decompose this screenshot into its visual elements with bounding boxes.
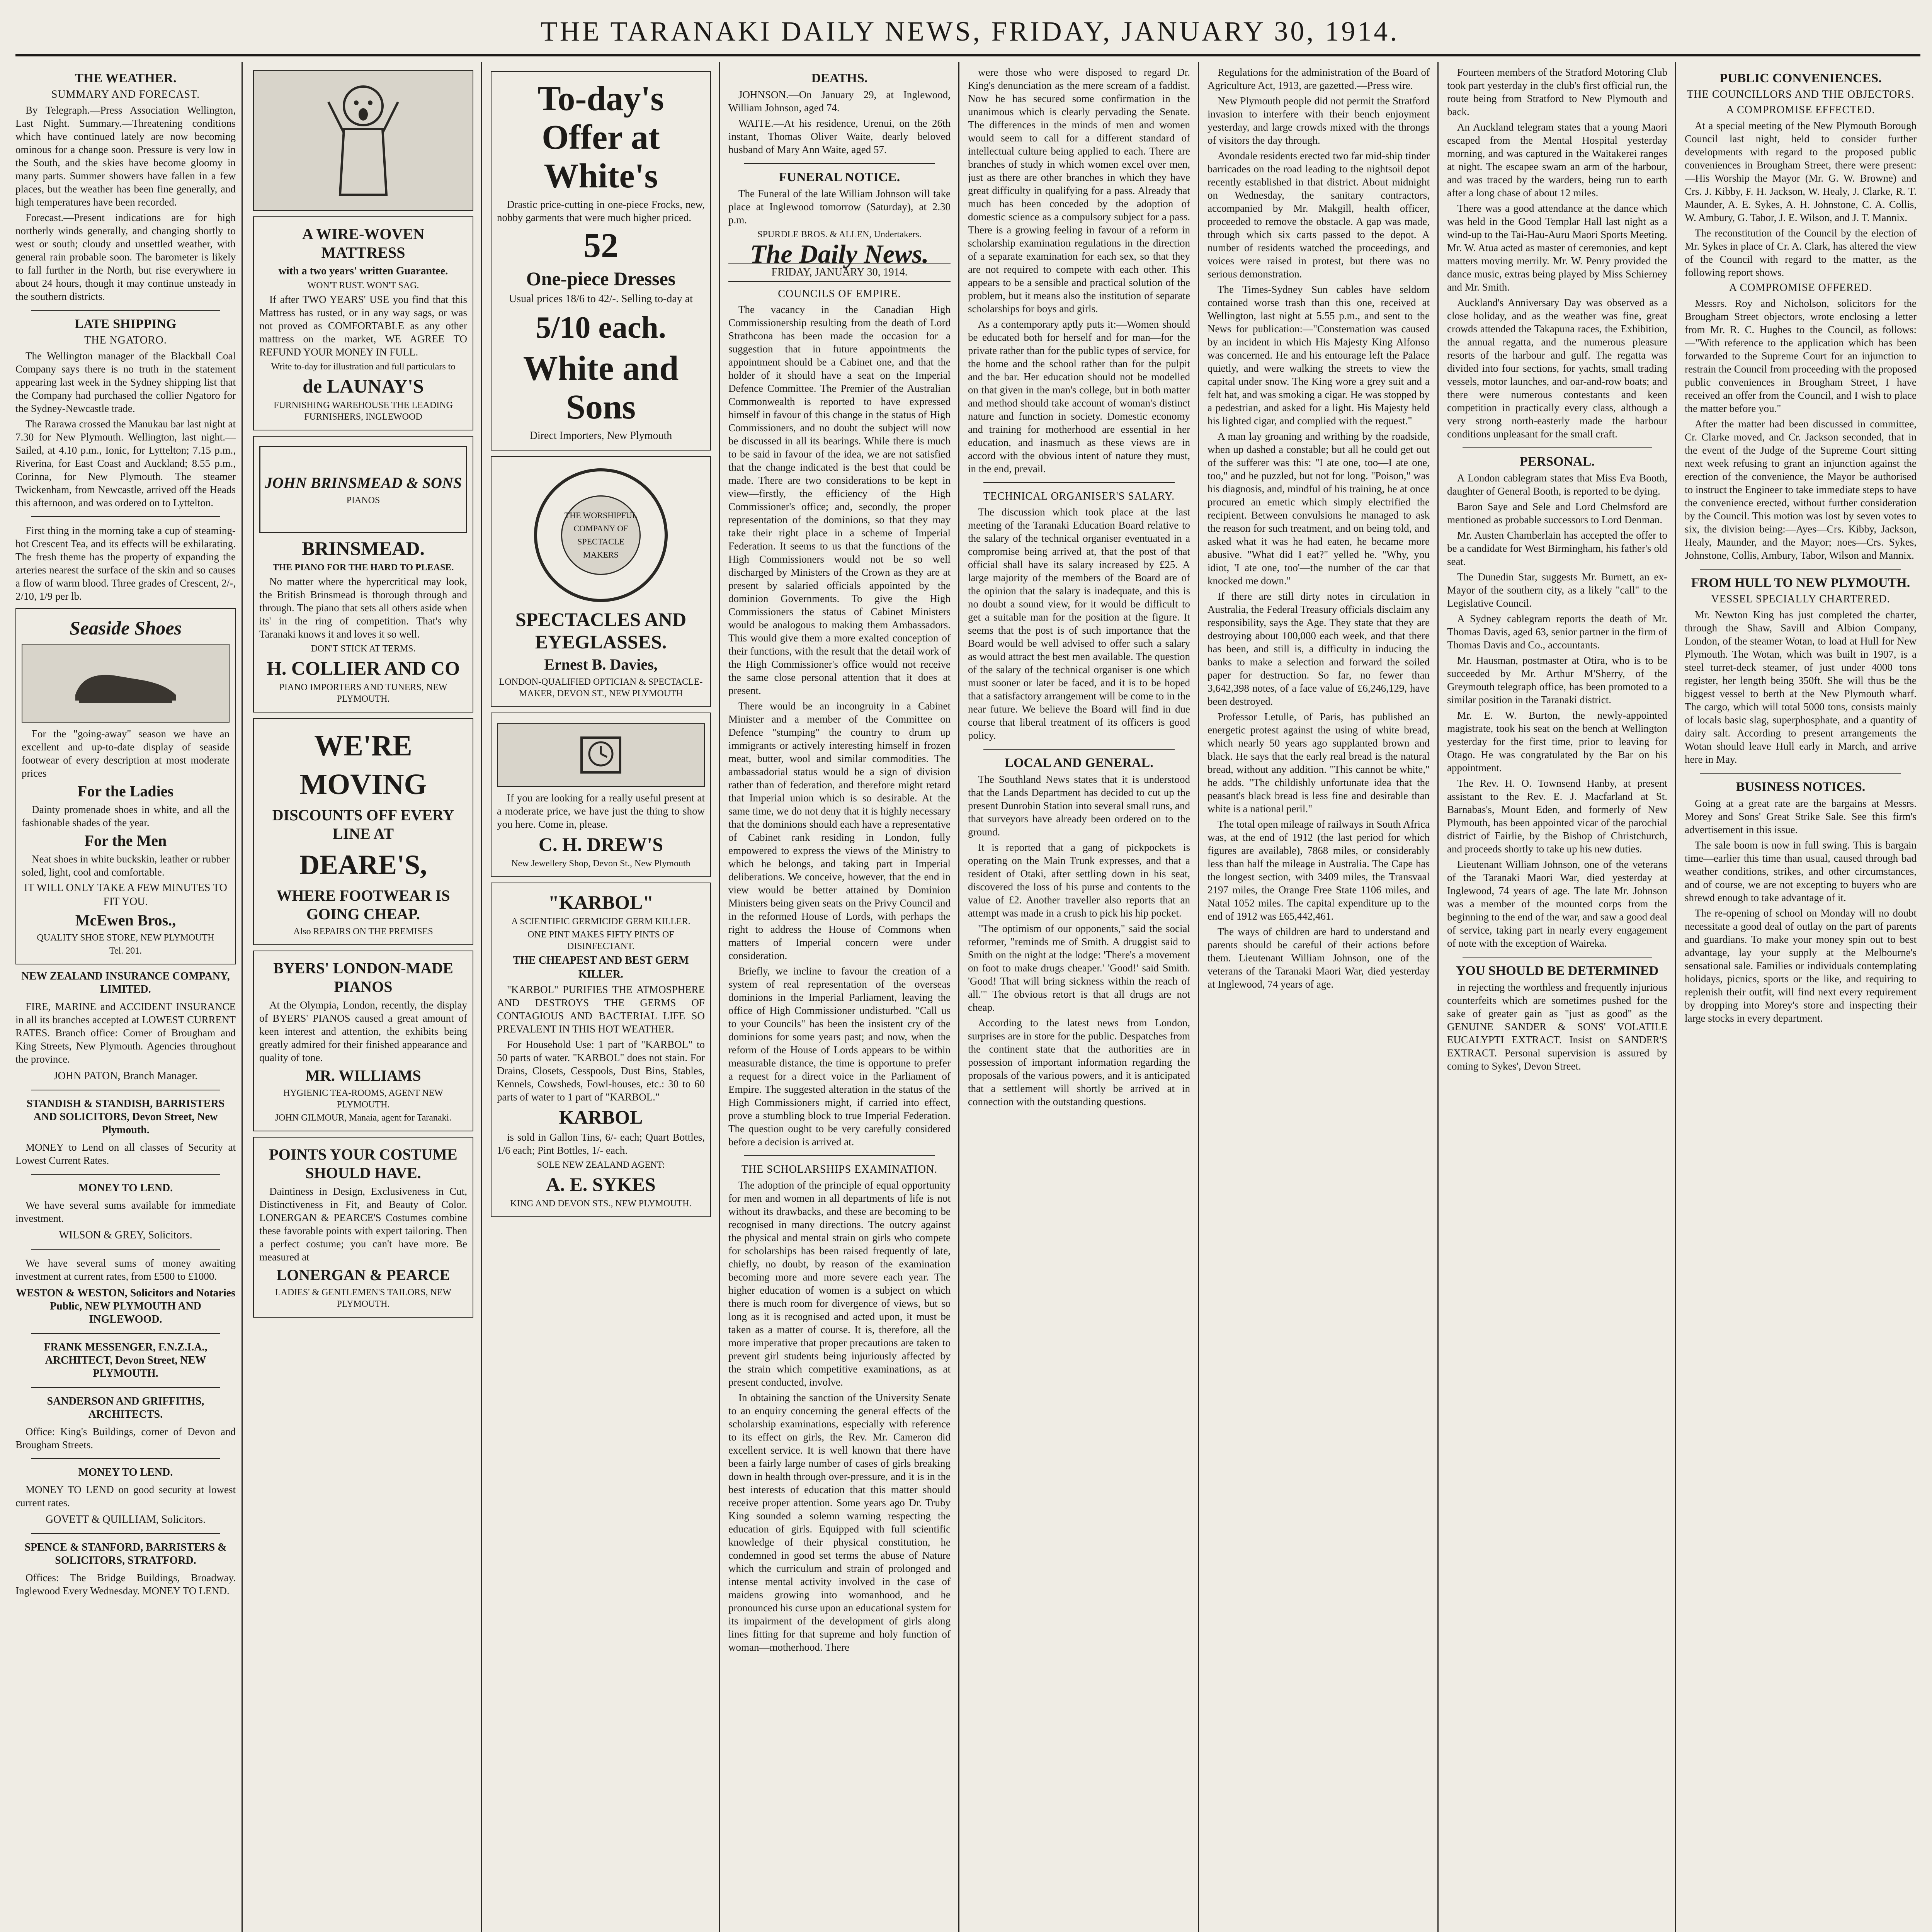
spectacles-title: SPECTACLES AND EYEGLASSES. [515,609,687,653]
mattress-guarantee: with a two years' written Guarantee. [278,265,448,277]
brinsmead-logo-text: JOHN BRINSMEAD & SONS [264,474,462,492]
men-text: Neat shoes in white buckskin, leather or rubber soled, light, cool and comfortable. [22,853,230,878]
news-item: Avondale residents erected two far mid-ship tinder barricades on the road leading to the nightsoil depot recently established in that district. About midnight on Wednesday, the sanitary contractors, accompanied by Mr. Makgill, health officer, proceeded to remove the obstacle. A gap was made, through which six carts passed to the depot. A number of residents watched the proceedings, and voices were raised in protest, but there was no serious demonstration. [1208,150,1430,280]
shipping-subheading: THE NGATORO. [84,334,167,346]
exam-continued: were those who were disposed to regard Dr. King's denunciation as the mere scream of a faddist. Now he has secured some confirmation in the unanimous which is clearly pervading the Senate. The differences in the minds of men and women would seem to call for a different standard of intellectual culture being applied to each. There are branches of study in which women excel over men, just as there are other branches in which they have great difficulty in qualifying for a pass. Already that much has been conceded by the adoption of domestic science as a compulsory subject for a pass. There is a growing feeling in favour of a reform in scholarship examination regulations in the direction of a separate examination for each sex, so that they are not required to compete with each other. This appears to be a sensible and practical solution of the problem, but it means also the institution of separate scholarships for boys and girls. [968,66,1190,315]
moving-title: WE'RE MOVING [299,730,427,801]
karbol-text: "KARBOL" PURIFIES THE ATMOSPHERE AND DESTROYS THE GERMS OF CONTAGIOUS AND BACTERIAL LIFE SO PREVALENT IN THIS HOT WEATHER. [497,984,705,1035]
byers-title: BYERS' LONDON-MADE PIANOS [273,959,453,995]
compromise-text: Messrs. Roy and Nicholson, solicitors for the Brougham Street objectors, wrote enclosing a letter from Mr. R. C. Hughes to the Council, as follows:—"With reference to the application which has been forwarded to the Supreme Court for an injunction to restrain the Council from proceeding with the proposed public conveniences in Brougham Street, I have received an offer from the Council, and I wish to place the matter before you." [1685,298,1917,414]
news-item: The ways of children are hard to understand and parents should be careful of their actions before them. Lieutenant William Johnson, one of the veterans of the Taranaki Maori War, died yesterday at Inglewood, 74 years of age. [1208,926,1430,990]
deare-ad [253,718,473,945]
business-text: Going at a great rate are the bargains at Messrs. Morey and Sons' Great Strike Sale. See this firm's advertisement in this issue. [1685,798,1917,835]
column-divider [719,62,720,1932]
govett-text: MONEY TO LEND on good security at lowest current rates. [15,1484,236,1509]
separator [983,749,1175,750]
brinsmead-pianos: PIANOS [346,495,380,505]
news-item: The total open mileage of railways in South Africa was, at the end of 1912 (the last period for which figures are available), 7868 miles, or considerably less than half the mileage in Australia. The Cape has the longest section, with 3409 miles, the Transvaal 2197 miles, the Orange Free State 1106 miles, and Natal 1052 miles. The capital expenditure up to the end of 1912 was £65,442,461. [1208,818,1430,922]
column-divider [958,62,959,1932]
offer-title: To-day's Offer at White's [537,80,664,195]
mcewen-store: QUALITY SHOE STORE, NEW PLYMOUTH [37,933,214,943]
local-text-2: It is reported that a gang of pickpockets is operating on the Main Trunk expresses, and that a resident of Otaki, after settling down in his seat, discovered the loss of his purse and contents to the value of £2. Another traveller also reports that an attempt was made in a crush to pick his hip pocket. [968,842,1190,919]
spectacles-ad [491,456,711,707]
public-subheading: THE COUNCILLORS AND THE OBJECTORS. [1687,88,1915,100]
whites-name: White and Sons [523,349,679,426]
news-item: Auckland's Anniversary Day was observed as a close holiday, and as the weather was fine, great crowds attended the Takapuna races, the Exhibition, the annual regatta, and the numerous pleasure resorts of the harbour and gulf. The regatta was divided into four sections, for yachts, small trading vessels, motor launches, and oar-and-row boats; and there were numerous contestants and keen competition in practically every class, although a very strong north-easterly made the harbour conditions unpleasant for the small craft. [1447,297,1667,440]
shipping-text: The Wellington manager of the Blackball Coal Company says there is no truth in the statement appearing last week in the Sydney shipping list that the Company had purchased the collier Ngatoro for the Sydney-Newcastle trade. [15,350,236,414]
davies-sub: LONDON-QUALIFIED OPTICIAN & SPECTACLE-MAKER, DEVON ST., NEW PLYMOUTH [499,677,703,699]
men-heading: For the Men [84,832,167,849]
masthead: THE TARANAKI DAILY NEWS, FRIDAY, JANUARY 30, 1914. [540,16,1400,47]
weather-heading: THE WEATHER. [75,71,177,85]
news-item: An Auckland telegram states that a young Maori escaped from the Mental Hospital yesterday morning, and was captured in the Waitakerei ranges at night. The escapee swam an arm of the harbour, and was traced by the warders, being run to earth after a long chase of about 12 miles. [1447,121,1667,199]
local-text: The Southland News states that it is understood that the Lands Department has decided to cut up the present Dunrobin Station into several small runs, and that surveyors have already been ordered on to the ground. [968,774,1190,838]
funeral-heading: FUNERAL NOTICE. [779,170,900,184]
shoe-icon [68,656,184,710]
news-item: A man lay groaning and writhing by the roadside, when up dashed a constable; but all he could get out of the sufferer was this: "I ate one, too—I ate one, too," and he puzzled, but not for long. "Poison," was his diagnosis, and, mindful of his training, he at once procured an emetic which simply electrified the recipient. Between convulsions he managed to ask the reason for such treatment, and on being told, and asked what it was he had eaten, he became more abusive. "What did I eat?" yelled he. "Why, you idiot, 'I ate one, too'—the number of the car that knocked me down." [1208,430,1430,587]
weston-notice: WESTON & WESTON, Solicitors and Notaries Public, NEW PLYMOUTH AND INGLEWOOD. [16,1287,235,1325]
councils-text: The vacancy in the Canadian High Commissionership resulting from the death of Lord Strathcona has been made the occasion for a suggestion that in future appointments the appointment should be a Cabinet one, and that the holder of it should have a seat on the Imperial Defence Committee. The Premier of the Australian Commonwealth is reported to have expressed himself in favour of this change in the status of High Commissioners, and no doubt the subject will now be discussed in all its bearings. While there is much to be said in favour of the idea, we are not satisfied that the change indicated is the best that could be made. There are two considerations to be kept in view—firstly, the efficiency of the High Commissioner's office; and, secondly, the proper representation of the dominions, so that they may take their right place in a scheme of Imperial Federation. It seems to us that the functions of the High Commissioners would not be so well discharged by Ministers of the Crown as they are at present by salaried officials appointed by the dominion Governments. To give the High Commissioners the status of Cabinet Ministers would be analogous to making them Ambassadors. This would give them a more exalted conception of their functions, with the result that the detail work of the High Commissioner's office would not receive the same close personal attention that it does at present. [728,304,951,696]
emblem-text: THE WORSHIPFUL COMPANY OF SPECTACLE MAKERS [561,495,641,575]
personal-item: Baron Saye and Sele and Lord Chelmsford are mentioned as probable successors to Lord Denman. [1447,501,1667,526]
insurance-title: NEW ZEALAND INSURANCE COMPANY, LIMITED. [21,970,230,995]
standish-notice: STANDISH & STANDISH, BARRISTERS AND SOLICITORS, Devon Street, New Plymouth. [26,1098,225,1136]
whites-sub: Direct Importers, New Plymouth [529,430,672,442]
clock-illustration [497,723,705,787]
sale-price: 5/10 each. [536,311,666,345]
column-6 [1208,66,1430,1932]
personal-item: The Dunedin Star, suggests Mr. Burnett, an ex-Mayor of the southern city, as a likely "call" to the Legislative Council. [1447,571,1667,609]
williams-sub: HYGIENIC TEA-ROOMS, AGENT NEW PLYMOUTH. [283,1088,443,1110]
personal-item: The Rev. H. O. Townsend Hanby, at present assistant to the Rev. E. J. Macfarland at St. Barnabas's, Mount Eden, and formerly of New Plymouth, has been appointed vicar of the parochial district of Fairlie, by the Bishop of Christchurch, and proceeds shortly to take up his new duties. [1447,777,1667,855]
column-7 [1447,66,1667,1932]
weather-subheading: SUMMARY AND FORECAST. [51,88,200,100]
clock-icon [539,730,663,780]
delaunay-sub: FURNISHING WAREHOUSE THE LEADING FURNISHERS, INGLEWOOD [274,400,453,422]
public-text-2: The reconstitution of the Council by the election of Mr. Sykes in place of Cr. A. Clark, has altered the view of the Council with regard to the matter, as the following report shows. [1685,227,1917,278]
column-divider [1198,62,1199,1932]
brinsmead-logo [259,446,467,533]
karbol-ad [491,883,711,1217]
brinsmead-ad [253,436,473,713]
mattress-rust: WON'T RUST. WON'T SAG. [307,281,419,291]
spence-notice: SPENCE & STANFORD, BARRISTERS & SOLICITORS, STRATFORD. [24,1541,227,1566]
column-8 [1685,66,1917,1932]
ladies-heading: For the Ladies [77,782,174,800]
messenger-notice: FRANK MESSENGER, F.N.Z.I.A., ARCHITECT, Devon Street, NEW PLYMOUTH. [44,1341,207,1379]
whites-ad [491,71,711,451]
mattress-ad [253,216,473,430]
karbol-title: "KARBOL" [548,891,654,913]
mcewen-telephone: Tel. 201. [109,946,142,956]
exam-text: The adoption of the principle of equal opportunity for men and women in all departments of life is not without its drawbacks, and these are becoming to be recognised in many directions. The outcry against the physical and mental strain on girls who compete for scholarships has been raised frequently of late, chiefly, no doubt, by reason of the examination becoming more and more severe each year. The higher education of women is a subject on which there is much room for divergence of views, but so long as it is recognised and acted upon, it must be taken as a matter of course. It is, therefore, all the more imperative that proper precautions are taken to prevent girl students being injuriously affected by the strain which competitive examinations, as at present conducted, involve. [728,1179,951,1388]
wilson-grey: WILSON & GREY, Solicitors. [59,1229,192,1241]
karbol-pints: ONE PINT MAKES FIFTY PINTS OF DISINFECTANT. [527,930,674,951]
seaside-text: For the "going-away" season we have an excellent and up-to-date display of seaside footwear of every description at most moderate prices [22,728,230,779]
karbol-use: For Household Use: 1 part of "KARBOL" to 50 parts of water. "KARBOL" does not stain. For Drains, Closets, Cesspools, Dust Bins, Stables, Kennels, Cowsheds, Fowl-houses, etc.: 30 to 60 parts of water to 1 part of "KARBOL." [497,1039,705,1103]
brinsmead-title: BRINSMEAD. [301,537,425,559]
hull-subheading: VESSEL SPECIALLY CHARTERED. [1711,593,1890,605]
local-heading: LOCAL AND GENERAL. [1005,756,1153,770]
standish-text: MONEY to Lend on all classes of Security at Lowest Current Rates. [15,1141,236,1166]
newspaper-nameplate: The Daily News. [750,239,929,269]
separator [31,1387,220,1388]
column-divider [481,62,482,1932]
crescent-tea-notice: First thing in the morning take a cup of steaming-hot Crescent Tea, and its effects will be exhilarating. The fresh theme has the property of expanding the arteries nearest the surface of the skin and so causes a flow of warm blood. Three grades of Crescent, 2/-, 2/10, 1/9 per lb. [15,525,236,602]
business-heading: BUSINESS NOTICES. [1736,780,1866,794]
personal-item: Mr. Hausman, postmaster at Otira, who is to be succeeded by Mr. Arthur M'Sherry, of the Greymouth telegraph office, has been promoted to a similar position in the Taranaki district. [1447,655,1667,706]
separator [31,310,220,311]
councils-heading: COUNCILS OF EMPIRE. [778,288,901,300]
separator [744,163,935,164]
funeral-text: The Funeral of the late William Johnson will take place at Inglewood tomorrow (Saturday), at 2.30 p.m. [728,188,951,226]
mattress-illustration [253,70,473,211]
news-item: The Times-Sydney Sun cables have seldom contained worse trash than this one, received at Wellington, last night at 5.55 p.m., and sent to the News for publication:—"Consternation was caused by an incident in which His Majesty King Alfonso was concerned. He and his entourage left the Palace quietly, and were walking the streets to view the capital under snow. The King wore a grey suit and a felt hat, and was smoking a cigar. He was stopped by a pedestrian, and asked for a light. His Majesty held his lighted cigar, and complied with the request." [1208,284,1430,427]
personal-item: Mr. E. W. Burton, the newly-appointed magistrate, took his seat on the bench at Wellington yesterday for the first time, prior to leaving for Otago. He was congratulated by the Bar on his appointment. [1447,709,1667,774]
death-johnson: JOHNSON.—On January 29, at Inglewood, William Johnson, aged 74. [728,89,951,114]
sander-heading: YOU SHOULD BE DETERMINED [1456,964,1659,978]
insurance-text: FIRE, MARINE and ACCIDENT INSURANCE in all its branches accepted at LOWEST CURRENT RATES. Branch office: Corner of Brougham and King Streets, New Plymouth. Agencies throughout the province. [15,1001,236,1065]
personal-item: A Sydney cablegram reports the death of Mr. Thomas Davis, aged 63, senior partner in the firm of Thomas Davis and Co., accountants. [1447,613,1667,651]
offer-text: Drastic price-cutting in one-piece Frocks, new, nobby garments that were much higher priced. [497,199,705,223]
separator [1700,773,1901,774]
discounts-text: DISCOUNTS OFF EVERY LINE AT [272,806,454,842]
news-item: There was a good attendance at the dance which was held in the Good Templar Hall last night as a wind-up to the Tai-Hau-Auru Maori Sports Meeting. Mr. W. Atua acted as master of ceremonies, and kept matters moving merrily. Mr. W. Penry provided the dance music, extras being played by Miss Schierney and Mr. Smith. [1447,202,1667,293]
deare-repairs: Also REPAIRS ON THE PREMISES [293,927,433,937]
weather-forecast: Forecast.—Present indications are for high northerly winds generally, and changing shortly to west or south; cloudy and unsettled weather, with general rain probable soon. The barometer is likely to fall further in the North, but rise everywhere in about 24 hours, though it may continue unsteady in the southern districts. [15,212,236,302]
dresses-title: One-piece Dresses [526,268,676,289]
column-1 [15,66,236,1932]
insurance-agent: JOHN PATON, Branch Manager. [53,1070,198,1082]
williams-name: MR. WILLIAMS [305,1067,421,1084]
govett-notice: GOVETT & QUILLIAM, Solicitors. [46,1514,206,1526]
drew-text: If you are looking for a really useful present at a moderate price, we have just the thing to show you here. Come in, please. [497,792,705,830]
column-5 [968,66,1190,1932]
usual-prices: Usual prices 18/6 to 42/-. Selling to-day at [509,293,693,305]
dress-count: 52 [583,226,618,265]
sykes-name: A. E. SYKES [546,1173,656,1195]
brinsmead-sub: THE PIANO FOR THE HARD TO PLEASE. [272,563,454,573]
business-text-2: The sale boom is now in full swing. This is bargain time—earlier this time than usual, caused through bad weather conditions, strikes, and other circumstances, and of course, we are not excepting to buyers who are shrewd enough to take advantage of it. [1685,839,1917,903]
technical-text: The discussion which took place at the last meeting of the Taranaki Education Board relative to the salary of the technical organiser eventuated in a compromise being arrived at, that the post of that official shall have its salary increased by £25. A large majority of the members of the Board are of the opinion that the salary is inadequate, and this is no doubt a sound view, for it would be difficult to get a suitable man for the position at the figure. It seems that the post is of such importance that the Board would be well advised to offer such a salary as would attract the best men available. The question of the salary of the technical organiser is one which must sooner or later be faced, and it is to be hoped that a satisfactory arrangement will be come to in the near future. We believe the Board will find in due course that liberal treatment of its officers is good policy. [968,506,1190,741]
mattress-title: A WIRE-WOVEN MATTRESS [302,225,424,261]
business-text-3: The re-opening of school on Monday will no doubt necessitate a good deal of outlay on the part of parents and guardians. To make your money spin out to best advantage, lay your supply at the Melbourne's sensational sale. Families or individuals contemplating holidays, picnics, sports or the like, and requiring to replenish their outfit, will find next every requirement by dropping into Morey's store and inspecting their large stocks in every department. [1685,907,1917,1024]
hull-text: Mr. Newton King has just completed the charter, through the Shaw, Savill and Albion Company, London, of the steamer Wotan, to load at Hull for New Plymouth. The Wotan, which was built in 1907, is a steel turret-deck steamer, of just under 4000 tons register, her length being 350ft. She will thus be the biggest vessel to berth at the New Plymouth wharf. The cargo, which will total 5000 tons, consists mainly of locals basic slag, superphosphate, and a quantity of dairy salt. According to present arrangements the Wotan should leave Hull early in March, and arrive here in May. [1685,609,1917,765]
dateline: FRIDAY, JANUARY 30, 1914. [728,263,951,282]
deare-name: DEARE'S, [299,849,427,880]
separator [744,1155,935,1156]
news-item: If there are still dirty notes in circulation in Australia, the Federal Treasury officials disclaim any responsibility, says the Age. They state that they are destroying about 100,000 each week, and that there has been, and still is, a difficulty in inducing the banks to make a selection and forward the soiled paper for destruction. So far, no fewer than 3,642,398 notes, of a face value of £6,246,129, have been destroyed. [1208,590,1430,707]
sanderson-text: Office: King's Buildings, corner of Devon and Brougham Streets. [15,1426,236,1451]
column-2 [253,66,473,1932]
separator [31,1533,220,1534]
separator [1700,569,1901,570]
sander-text: in rejecting the worthless and frequently injurious counterfeits which are sometimes pushed for the sake of greater gain as "just as good" as the GENUINE SANDER & SONS' VOLATILE EUCALYPTI EXTRACT. Insist on SANDER'S EXTRACT. Personal supervision is assured by coming to Sykes', Devon Street. [1447,981,1667,1072]
deaths-heading: DEATHS. [811,71,868,85]
hull-heading: FROM HULL TO NEW PLYMOUTH. [1691,576,1910,590]
exam-continued-2: As a contemporary aptly puts it:—Women should be educated both for herself and for man—for the private rather than for the public types of service, for the home and the school rather than for the pulpit and the bar. Her education should not be modelled on that given in the man's college, but in both matter and method should take account of woman's distinct nature and function in society. Domestic economy and training for motherhood are essential in her education, and inasmuch as these views are in accord with the obvious intent of nature they must, in the end, prevail. [968,318,1190,474]
news-item: New Plymouth people did not permit the Stratford invasion to interfere with their bench enjoyment yesterday, and large crowds mixed with the throngs of visitors the day through. [1208,95,1430,146]
personal-item: Mr. Austen Chamberlain has accepted the offer to be a candidate for West Birmingham, his father's old seat. [1447,529,1667,567]
govett-title: MONEY TO LEND. [78,1466,173,1478]
ladies-text: Dainty promenade shoes in white, and all the fashionable shades of the year. [22,804,230,828]
column-divider [242,62,243,1932]
funeral-signature: SPURDLE BROS. & ALLEN, Undertakers. [757,230,922,240]
compromise-heading: A COMPROMISE OFFERED. [1729,282,1872,294]
column-3 [491,66,711,1932]
separator [31,1458,220,1459]
news-item: Fourteen members of the Stratford Motoring Club took part yesterday in the club's first official run, the route being from Stratford to New Plymouth and back. [1447,66,1667,117]
personal-item: A London cablegram states that Miss Eva Booth, daughter of General Booth, is reported to be dying. [1447,472,1667,497]
separator [31,1333,220,1334]
weston-text: We have several sums of money awaiting investment at current rates, from £500 to £1000. [15,1257,236,1282]
seaside-shoes-ad [15,608,236,964]
collier-sub: PIANO IMPORTERS AND TUNERS, NEW PLYMOUTH. [279,682,447,704]
figure-icon [321,79,406,202]
karbol-cheap: THE CHEAPEST AND BEST GERM KILLER. [513,954,689,980]
shipping-heading: LATE SHIPPING [75,317,177,331]
byers-ad [253,951,473,1131]
weather-summary: By Telegraph.—Press Association Wellington, Last Night. Summary.—Threatening conditions which have continued lately are now becoming ominous for a change soon. Pressure is very low in the South, and the skies have become gloomy in many parts. Summer showers have fallen in a few places, but the weather has been fine generally, and high temperatures have been recorded. [15,104,236,208]
shipping-text-2: The Rarawa crossed the Manukau bar last night at 7.30 for New Plymouth. Wellington, last night.—Sailed, at 4.10 p.m., Ionic, for Lyttelton; 7.15 p.m., Riverina, for East Coast and Auckland; 8.55 p.m., Corinna, for New Plymouth. The steamer Twickenham, from Newcastle, arrived off the Heads this afternoon, and was ordered on to Lyttelton. [15,418,236,509]
sanderson-notice: SANDERSON AND GRIFFITHS, ARCHITECTS. [47,1395,204,1420]
mcewen-name: McEwen Bros., [75,912,176,929]
councils-text-2: There would be an incongruity in a Cabinet Minister and a member of the Committee on Defence "stumping" the country to drum up immigrants or actively interesting himself in frozen meat, butter, wool and similar commodities. The ambassadorial status would be a sign of division rather than of federation, and therefore might retard that Imperial union which is so desirable. At the same time, we do not deny that it is highly necessary that the dominions should each have a representative of Cabinet rank residing in London, fully empowered to express the views of the Ministry to which he belongs, and taking part in Imperial deliberations. We conceive, however, that the end in view would be better attained by Dominion Ministers being given seats on the Privy Council and in the reformed House of Lords, with perhaps the right to address the House of Commons when matters of Imperial concern were under consideration. [728,700,951,961]
brinsmead-terms: DON'T STICK AT TERMS. [311,644,416,654]
mattress-write: Write to-day for illustration and full particulars to [271,362,456,372]
seaside-title: Seaside Shoes [69,617,182,639]
lonergan-name: LONERGAN & PEARCE [276,1266,450,1284]
drew-name: C. H. DREW'S [538,833,663,855]
public-text: At a special meeting of the New Plymouth Borough Council last night, held to consider further developments with regard to the proposed public conveniences in Brougham Street, there were present:—His Worship the Mayor (Mr. G. W. Browne) and Crs. J. Kibby, F. H. Jackson, W. Healy, J. Clarke, R. T. Maunder, A. E. Sykes, A. H. Johnstone, C. A. Collis, W. Ambury, G. Tabor, J. E. Wilson, and J. T. Mannix. [1685,120,1917,223]
technical-heading: TECHNICAL ORGANISER'S SALARY. [983,490,1175,502]
local-text-3: "The optimism of our opponents," said the social reformer, "reminds me of Smith. A druggist said to Smith on the night at the lodge: 'There's a movement on foot to make drugs cheaper.' 'Good!' said Smith. 'Good! That will bring sickness within the reach of all.'" The obvious retort is that all drugs are not cheap. [968,923,1190,1013]
karbol-agent: SOLE NEW ZEALAND AGENT: [537,1160,665,1170]
mattress-text: If after TWO YEARS' USE you find that this Mattress has rusted, or in any way sags, or was not proved as COMFORTABLE as any other mattress on the market, WE AGREE TO REFUND YOUR MONEY IN FULL. [259,294,467,358]
exam-heading: THE SCHOLARSHIPS EXAMINATION. [741,1163,938,1175]
byers-text: At the Olympia, London, recently, the display of BYERS' PIANOS caused a great amount of keen interest and attention, the exhibits being greatly admired for their finished appearance and quality of tone. [259,999,467,1063]
money-text: We have several sums available for immediate investment. [15,1199,236,1224]
compromise-text-2: After the matter had been discussed in committee, Cr. Clarke moved, and Cr. Jackson seconded, that in the event of the Judge of the Supreme Court sitting next week refusing to grant an injunction against the erection of the convenience, the Mayor be authorised to instruct the Engineer to take immediate steps to have the convenience erected, without further consideration by the Council. This motion was lost by seven votes to six, the division being:—Ayes—Crs. Kibby, Jackson, Healy, Maunder, and the Mayor; noes—Crs. Sykes, Johnstone, Collis, Ambury, Tabor, Wilson and Mannix. [1685,418,1917,561]
williams-agent: JOHN GILMOUR, Manaia, agent for Taranaki. [275,1113,452,1123]
column-divider [1437,62,1439,1932]
news-item: Regulations for the administration of the Board of Agriculture Act, 1913, are gazetted.—Press wire. [1208,66,1430,91]
public-heading: PUBLIC CONVENIENCES. [1719,71,1882,85]
fit-text: IT WILL ONLY TAKE A FEW MINUTES TO FIT YOU. [24,882,227,908]
drew-ad [491,713,711,877]
costume-title: POINTS YOUR COSTUME SHOULD HAVE. [269,1146,457,1182]
karbol-sub: A SCIENTIFIC GERMICIDE GERM KILLER. [511,917,690,927]
shoe-illustration [22,644,230,723]
column-divider [1675,62,1676,1932]
collier-name: H. COLLIER AND CO [266,657,460,679]
councils-text-3: Briefly, we incline to favour the creation of a system of real representation of the overseas dominions in the Imperial Parliament, leaving the office of High Commissioner undisturbed. "Call us to your Councils" has been the insistent cry of the dominions for some years past; and now, when the reform of the House of Lords appears to be within measurable distance, the time is opportune to prefer a request for a direct voice in the Parliament of Empire. The suggested alteration in the status of the High Commissioners might, if carried into effect, prove a stumbling block to true Imperial Federation. The question ought to be very carefully considered before a decision is arrived at. [728,965,951,1148]
spectacle-makers-emblem [534,468,668,602]
deare-sub: WHERE FOOTWEAR IS GOING CHEAP. [276,887,450,923]
column-4 [728,66,951,1932]
karbol-big: KARBOL [559,1106,643,1128]
lonergan-ad [253,1137,473,1318]
davies-name: Ernest B. Davies, [544,656,658,673]
brinsmead-text: No matter where the hypercritical may look, the British Brinsmead is thorough through and through. The piano that sets all others aside when its' in the ring of competition. That's why Taranaki knows it and loves it so well. [259,576,467,640]
delaunay-name: de LAUNAY'S [303,375,424,397]
sykes-sub: KING AND DEVON STS., NEW PLYMOUTH. [510,1199,692,1209]
death-waite: WAITE.—At his residence, Urenui, on the 26th instant, Thomas Oliver Waite, dearly beloved husband of Mary Ann Waite, aged 57. [728,117,951,155]
news-item: Professor Letulle, of Paris, has published an energetic protest against the using of white bread, which nearly 50 years ago supplanted brown and black. He says that the early real bread is the natural bread, without any addition. "This cannot be white," he adds. "The childishly unfortunate idea that the peasant's black bread is less fine and desirable than white is a national peril." [1208,711,1430,815]
personal-item: Lieutenant William Johnson, one of the veterans of the Taranaki Maori War, died yesterday at Inglewood, 74 years of age. The late Mr. Johnson was a member of the mounted corps from the beginning to the end of the war, and saw a good deal of service, taking part in nearly every engagement of note with the exception of Waireka. [1447,859,1667,949]
karbol-sold: is sold in Gallon Tins, 6/- each; Quart Bottles, 1/6 each; Pint Bottles, 1/- each. [497,1131,705,1156]
public-subheading-2: A COMPROMISE EFFECTED. [1726,104,1875,116]
local-text-4: According to the latest news from London, surprises are in store for the public. Despatches from the continent state that the authorities are in possession of important information regarding the proposals of the various powers, and it is anticipated that a settlement will shortly be arrived at in connection with the outstanding questions. [968,1017,1190,1107]
separator [31,1174,220,1175]
personal-heading: PERSONAL. [1520,454,1595,469]
separator [983,482,1175,483]
drew-sub: New Jewellery Shop, Devon St., New Plymouth [511,859,690,869]
masthead-rule [15,54,1920,56]
lonergan-sub: LADIES' & GENTLEMEN'S TAILORS, NEW PLYMOUTH. [275,1287,452,1309]
separator [31,516,220,517]
separator [31,1249,220,1250]
money-title: MONEY TO LEND. [78,1182,173,1194]
separator [1463,447,1652,448]
exam-text-2: In obtaining the sanction of the University Senate to an enquiry concerning the general effects of the scholarship examinations, especially with reference to its effect on girls, the Rev. Mr. Cameron did excellent service. It is well known that there have been a fairly large number of cases of girls breaking down in health through over-pressure, and it is in the best interests of education that this matter should receive proper attention. Some years ago Dr. Truby King sounded a solemn warning respecting the education of girls. Equipped with full scientific knowledge of their physical constitution, he condemned in good set terms the abuse of Nature which the curriculum and strain of prolonged and intense mental activity involved in the case of maidens growing into womanhood, and he pronounced his curse upon an educational system for its impairment of the development of girls along lines fitting for that supreme and holy function of woman—motherhood. There [728,1392,951,1653]
costume-text: Daintiness in Design, Exclusiveness in Cut, Distinctiveness in Fit, and Beauty of Color. LONERGAN & PEARCE'S Costumes combine these favorable points with expert tailoring. Then a perfect costume; you can't have more. Be measured at [259,1185,467,1263]
spence-text: Offices: The Bridge Buildings, Broadway. Inglewood Every Wednesday. MONEY TO LEND. [15,1572,236,1597]
